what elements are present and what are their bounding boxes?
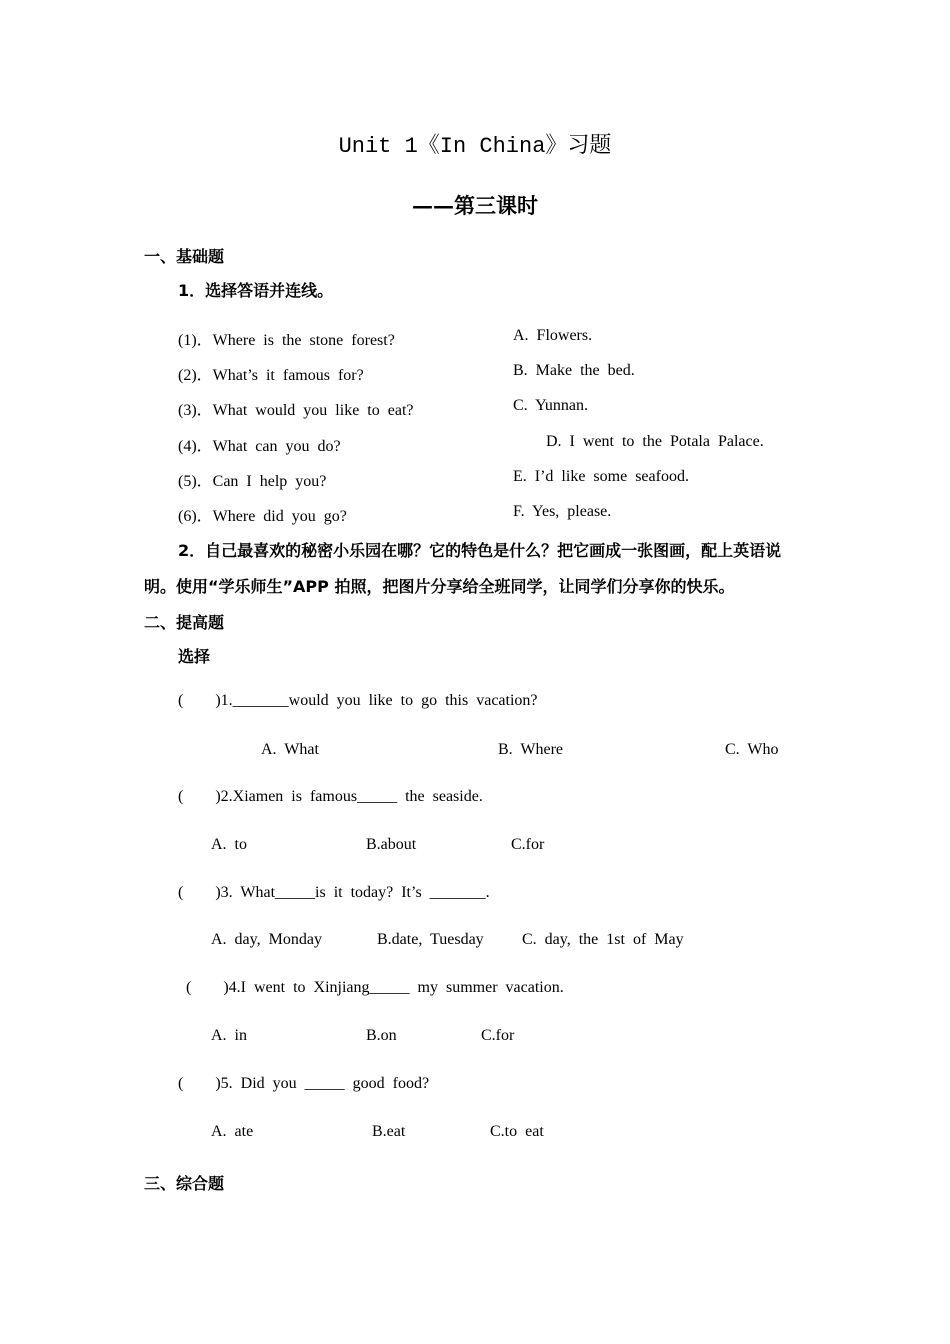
choice-option: C. Who (725, 741, 779, 758)
question-2-line-1: 2．自己最喜欢的秘密小乐园在哪？它的特色是什么？把它画成一张图画，配上英语说 (178, 541, 782, 560)
section-heading-advanced: 二、提高题 (144, 613, 225, 632)
section-heading-comprehensive: 三、综合题 (144, 1174, 225, 1193)
match-answer: B. Make the bed. (513, 362, 635, 379)
section-heading-basic: 一、基础题 (144, 247, 225, 266)
match-question: (4)．What can you do? (178, 438, 341, 455)
choice-option: A. in (211, 1027, 247, 1044)
match-answer: E. I’d like some seafood. (513, 468, 689, 485)
choice-option: C. day, the 1st of May (522, 931, 684, 948)
choice-option: C.to eat (490, 1123, 544, 1140)
choice-stem: ( )2.Xiamen is famous_____ the seaside. (178, 788, 483, 805)
choice-option: A. to (211, 836, 247, 853)
match-question: (5)．Can I help you? (178, 473, 327, 490)
choice-option: C.for (511, 836, 545, 853)
choice-option: A. ate (211, 1123, 254, 1140)
match-answer: D. I went to the Potala Palace. (546, 433, 764, 450)
question-1-label: 1．选择答语并连线。 (178, 281, 334, 300)
match-question: (6)．Where did you go? (178, 508, 347, 525)
choice-option: C.for (481, 1027, 515, 1044)
choice-stem: ( )3. What_____is it today? It’s _______. (178, 884, 490, 901)
choice-stem: ( )4.I went to Xinjiang_____ my summer vacation. (186, 979, 564, 996)
match-question: (2)．What’s it famous for? (178, 367, 364, 384)
choice-subheading: 选择 (178, 647, 211, 666)
choice-option: A. day, Monday (211, 931, 322, 948)
choice-option: B.on (366, 1027, 397, 1044)
match-question: (1)．Where is the stone forest? (178, 332, 395, 349)
match-answer: F. Yes, please. (513, 503, 612, 520)
choice-option: B.date, Tuesday (377, 931, 484, 948)
choice-stem: ( )1._______would you like to go this vacation? (178, 692, 538, 709)
page-title: Unit 1《In China》习题 (338, 134, 612, 159)
match-answer: A. Flowers. (513, 327, 593, 344)
match-question: (3)．What would you like to eat? (178, 402, 414, 419)
page-subtitle: ——第三课时 (412, 193, 538, 218)
choice-option: B.eat (372, 1123, 406, 1140)
choice-option: B.about (366, 836, 417, 853)
choice-option: A. What (261, 741, 319, 758)
choice-option: B. Where (498, 741, 564, 758)
choice-stem: ( )5. Did you _____ good food? (178, 1075, 430, 1092)
question-2-line-2: 明。使用“学乐师生”APP 拍照，把图片分享给全班同学，让同学们分享你的快乐。 (144, 577, 735, 596)
match-answer: C. Yunnan. (513, 397, 588, 414)
